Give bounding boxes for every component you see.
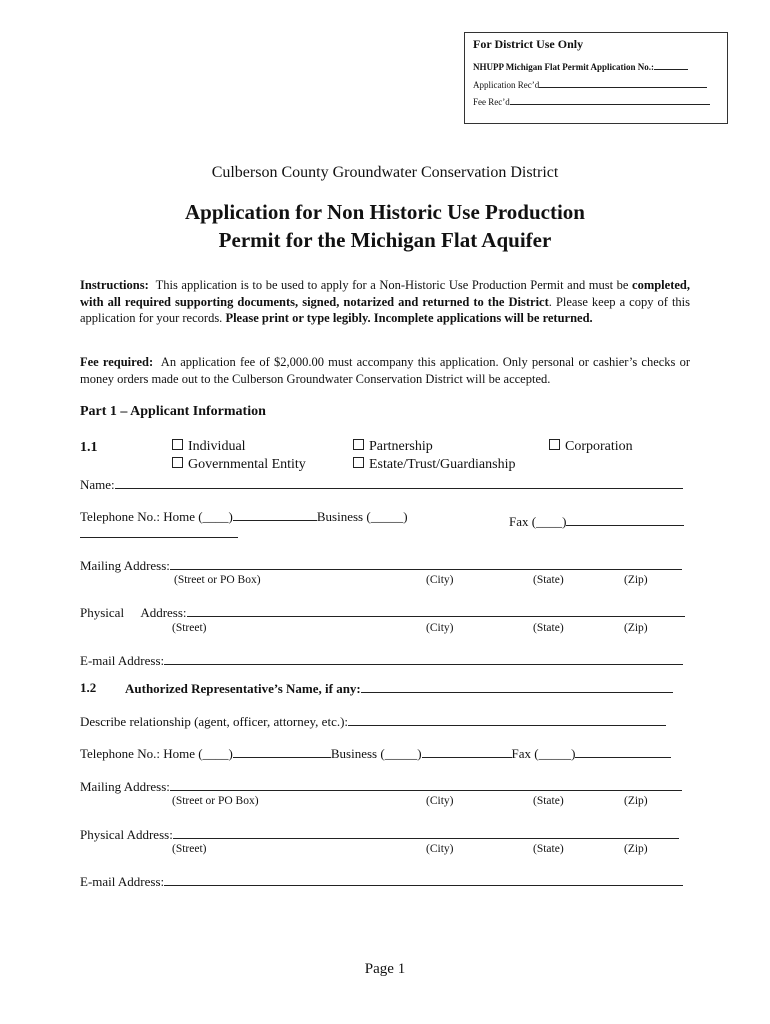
- tel2-home-field[interactable]: [233, 745, 331, 758]
- section-1-1: 1.1: [80, 440, 98, 455]
- fee-recd-label: Fee Rec’d: [473, 97, 510, 107]
- instructions-paragraph: Instructions: This application is to be used to apply for a Non-Historic Use Production Permit and must be completed, with all required supporting documents, signed, notarized and returned to the District. Please keep a copy of this application for your records. Please print or type legibly. Incomplete applications will be returned.: [80, 278, 691, 325]
- mailing2-city-hint: (City): [426, 795, 454, 807]
- physical2-label: Physical Address:: [80, 827, 173, 842]
- tel-home-field[interactable]: [233, 508, 317, 521]
- checkbox-icon[interactable]: [353, 439, 364, 450]
- permit-no-row: [473, 60, 688, 72]
- app-recd-row: [473, 78, 707, 90]
- mailing-street-hint: (Street or PO Box): [174, 574, 261, 586]
- tel2-home-label: Telephone No.: Home (____): [80, 746, 233, 761]
- name-row: [80, 476, 683, 493]
- mailing-label: Mailing Address:: [80, 558, 170, 573]
- physical-state-hint: (State): [533, 622, 564, 634]
- part1-heading: Part 1 – Applicant Information: [80, 404, 266, 419]
- email-field[interactable]: [164, 652, 683, 665]
- checkbox-icon[interactable]: [549, 439, 560, 450]
- physical-row: [80, 604, 685, 621]
- relationship-label: Describe relationship (agent, officer, attorney, etc.):: [80, 714, 349, 729]
- physical2-row: [80, 826, 679, 843]
- mailing-city-hint: (City): [426, 574, 454, 586]
- email2-field[interactable]: [164, 873, 683, 886]
- checkbox-icon[interactable]: [172, 439, 183, 450]
- email-row: [80, 652, 683, 669]
- mailing2-row: [80, 778, 682, 795]
- fee-recd-row: [473, 95, 710, 107]
- mailing-field[interactable]: [170, 557, 682, 570]
- mailing2-field[interactable]: [170, 778, 682, 791]
- fee-paragraph: [80, 354, 690, 387]
- tel2-fax-field[interactable]: [575, 745, 671, 758]
- option-governmental-entity[interactable]: [172, 457, 306, 473]
- tel2-business-label: Business (_____): [330, 746, 422, 761]
- district-use-box: [464, 32, 728, 124]
- permit-no-field[interactable]: [654, 60, 688, 70]
- fee-label: Fee required:: [80, 355, 154, 369]
- physical2-street-hint: (Street): [172, 843, 207, 855]
- option-estate-trust[interactable]: [353, 457, 515, 473]
- page-number: Page 1: [364, 961, 406, 977]
- rep-field[interactable]: [361, 680, 673, 693]
- organization-name: Culberson County Groundwater Conservation District: [211, 164, 559, 181]
- section-1-2: 1.2: [80, 680, 97, 695]
- fax-continuation-line[interactable]: [80, 537, 238, 538]
- tel-business-label: Business (_____): [316, 509, 408, 524]
- email-label: E-mail Address:: [80, 653, 165, 668]
- physical-label-a: Physical: [80, 605, 125, 620]
- fee-recd-field[interactable]: [510, 95, 710, 105]
- option-label: Corporation: [565, 439, 633, 454]
- title-line-2: Permit for the Michigan Flat Aquifer: [218, 228, 552, 252]
- email2-label: E-mail Address:: [80, 874, 165, 889]
- fee-text: An application fee of $2,000.00 must accompany this application. Only personal or cashier’s checks or money orders made out to the Culberson Groundwater Conservation District will be accepted.: [80, 355, 690, 386]
- option-corporation[interactable]: [549, 439, 633, 455]
- checkbox-icon[interactable]: [172, 457, 183, 468]
- app-recd-label: Application Rec’d: [473, 80, 540, 90]
- fax-label: Fax (____): [509, 514, 567, 529]
- title-line-1: Application for Non Historic Use Production: [185, 200, 585, 224]
- option-individual[interactable]: [172, 439, 246, 455]
- rep-row: [125, 680, 673, 697]
- tel2-business-field[interactable]: [422, 745, 512, 758]
- mailing2-state-hint: (State): [533, 795, 564, 807]
- instructions-label: Instructions:: [80, 278, 149, 292]
- relationship-field[interactable]: [348, 713, 666, 726]
- physical-field[interactable]: [187, 604, 685, 617]
- mailing-zip-hint: (Zip): [624, 574, 648, 586]
- physical2-zip-hint: (Zip): [624, 843, 648, 855]
- physical2-city-hint: (City): [426, 843, 454, 855]
- checkbox-icon[interactable]: [353, 457, 364, 468]
- physical2-field[interactable]: [173, 826, 679, 839]
- mailing-row: [80, 557, 682, 574]
- rep-label: Authorized Representative’s Name, if any:: [125, 681, 361, 696]
- document-title: [0, 198, 770, 254]
- option-partnership[interactable]: [353, 439, 433, 455]
- instructions-text-2: completed, with all required supporting documents, signed, notarized and returned to the District: [80, 278, 690, 309]
- permit-no-label: NHUPP Michigan Flat Permit Application No.:: [473, 62, 654, 72]
- instructions-text-3: Please keep a copy of this application for your records.: [80, 294, 691, 325]
- email2-row: [80, 873, 683, 890]
- physical2-state-hint: (State): [533, 843, 564, 855]
- district-box-title: For District Use Only: [473, 37, 584, 51]
- option-label: Individual: [188, 439, 246, 454]
- section-1-2-row: [80, 680, 96, 696]
- physical-street-hint: (Street): [172, 622, 207, 634]
- physical-city-hint: (City): [426, 622, 454, 634]
- mailing2-zip-hint: (Zip): [624, 795, 648, 807]
- telephone2-row: [80, 745, 671, 762]
- mailing2-street-hint: (Street or PO Box): [172, 795, 259, 807]
- option-label: Estate/Trust/Guardianship: [369, 457, 516, 472]
- mailing2-label: Mailing Address:: [80, 779, 170, 794]
- physical-zip-hint: (Zip): [624, 622, 648, 634]
- instructions-text-1: This application is to be used to apply for a Non-Historic Use Production Permit and must be: [155, 278, 629, 292]
- fax-row: [509, 513, 684, 530]
- tel-home-label: Telephone No.: Home (____): [80, 509, 233, 524]
- name-label: Name:: [80, 477, 115, 492]
- option-label: Governmental Entity: [188, 457, 306, 472]
- physical-label-b: Address:: [140, 605, 187, 620]
- mailing-state-hint: (State): [533, 574, 564, 586]
- instructions-text-4: Please print or type legibly. Incomplete applications will be returned.: [225, 311, 593, 325]
- telephone-row: [80, 508, 408, 525]
- option-label: Partnership: [369, 439, 433, 454]
- fax-field[interactable]: [566, 513, 684, 526]
- name-field[interactable]: [115, 476, 683, 489]
- relationship-row: [80, 713, 666, 730]
- app-recd-field[interactable]: [539, 78, 707, 88]
- tel2-fax-label: Fax (_____): [511, 746, 576, 761]
